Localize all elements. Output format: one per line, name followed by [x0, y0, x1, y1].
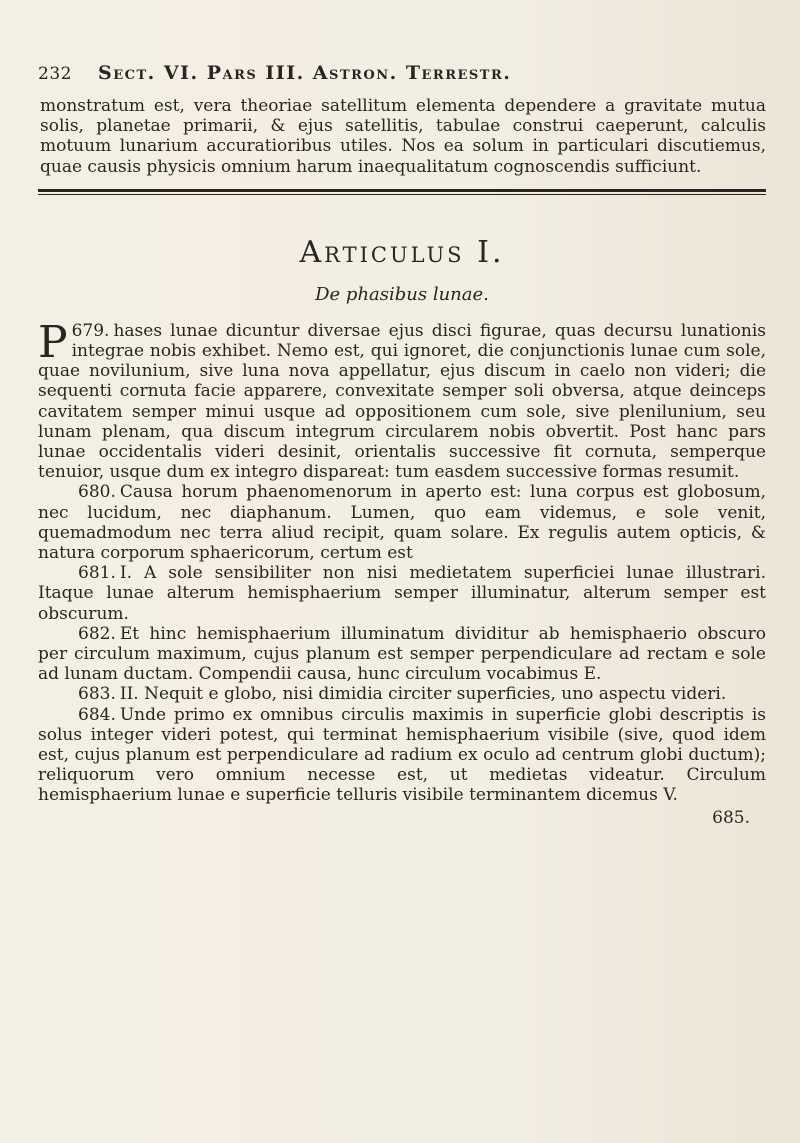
catchword: 685.	[712, 807, 750, 828]
paragraph-682	[38, 624, 766, 685]
page-number: 232	[38, 64, 72, 84]
section-rule-thin	[38, 194, 766, 195]
paragraph-text: II. Nequit e globo, nisi dimidia circiter superficies, uno aspectu videri.	[119, 684, 727, 705]
paragraph-681	[38, 563, 766, 624]
paragraph-683	[38, 684, 766, 704]
paragraph-number: 680.	[78, 482, 116, 503]
paragraph-text: I. A sole sensibiliter non nisi medietatem superficiei lunae illustrari. Itaque lunae alterum hemisphaerium semper illuminatur, alterum semper est obscurum.	[38, 563, 766, 624]
paragraph-680	[38, 482, 766, 563]
paragraph-text: Unde primo ex omnibus circulis maximis in superficie globi descriptis is solus integer videri potest, qui terminat hemisphaerium visibile (sive, quod idem est, cujus planum est perpendiculare ad radium ex oculo ad centrum globi ductum); reliquorum vero omnium necesse est, ut medietas videatur. Circulum hemisphaerium lunae e superficie telluris visibile terminantem dicemus V.	[38, 704, 766, 806]
intro-paragraph: monstratum est, vera theoriae satellitum elementa dependere a gravitate mutua solis, planetae primarii, & ejus satellitis, tabulae construi caeperunt, calculis motuum lunarium accuratioribus utiles. Nos ea solum in particulari discutiemus, quae causis physicis omnium harum inaequalitatum cognoscendis sufficiunt.	[40, 96, 766, 177]
article-subtitle: De phasibus lunae.	[315, 283, 489, 305]
paragraph-684	[38, 705, 766, 806]
section-rule-thick	[38, 189, 766, 192]
paragraph-number: 683.	[78, 684, 116, 705]
paragraph-number: 684.	[78, 704, 116, 725]
paragraph-number: 679.	[71, 320, 110, 341]
paragraph-number: 682.	[78, 623, 116, 644]
drop-cap: P	[38, 316, 68, 368]
paragraph-text: Causa horum phaenomenorum in aperto est: luna corpus est globosum, nec lucidum, nec diaphanum. Lumen, quo eam videmus, e sole venit, quemadmodum nec terra aliud recipit, quam solare. Ex regulis autem opticis, & natura corporum sphaericorum, certum est	[38, 482, 766, 564]
running-title: Sect. VI. Pars III. Astron. Terrestr.	[98, 62, 512, 84]
running-head	[38, 62, 766, 84]
article-heading: Articulus I.	[299, 234, 505, 270]
paragraph-679	[38, 316, 766, 483]
paragraph-text: Et hinc hemisphaerium illuminatum dividitur ab hemisphaerio obscuro per circulum maximum, cujus planum est semper perpendiculare ad rectam e sole ad lunam ductam. Compendii causa, hunc circulum vocabimus E.	[38, 623, 766, 685]
paragraph-number: 681.	[78, 563, 116, 584]
paragraph-text: hases lunae dicuntur diversae ejus disci figurae, quas decursu lunationis integrae nobis exhibet. Nemo est, qui ignoret, die conjunctionis lunae cum sole, quae novilunium, sive luna nova appellatur, ejus discum in caelo non videri; die sequenti cornuta facie apparere, convexitate semper soli obversa, atque deinceps cavitatem semper minui usque ad oppositionem cum sole, sive plenilunium, seu lunam plenam, qua discum integrum circularem nobis obvertit. Post hanc pars lunae occidentalis videri desinit, orientalis successive fit cornuta, semperque tenuior, usque dum ex integro dispareat: tum easdem successive formas resumit.	[38, 320, 766, 483]
